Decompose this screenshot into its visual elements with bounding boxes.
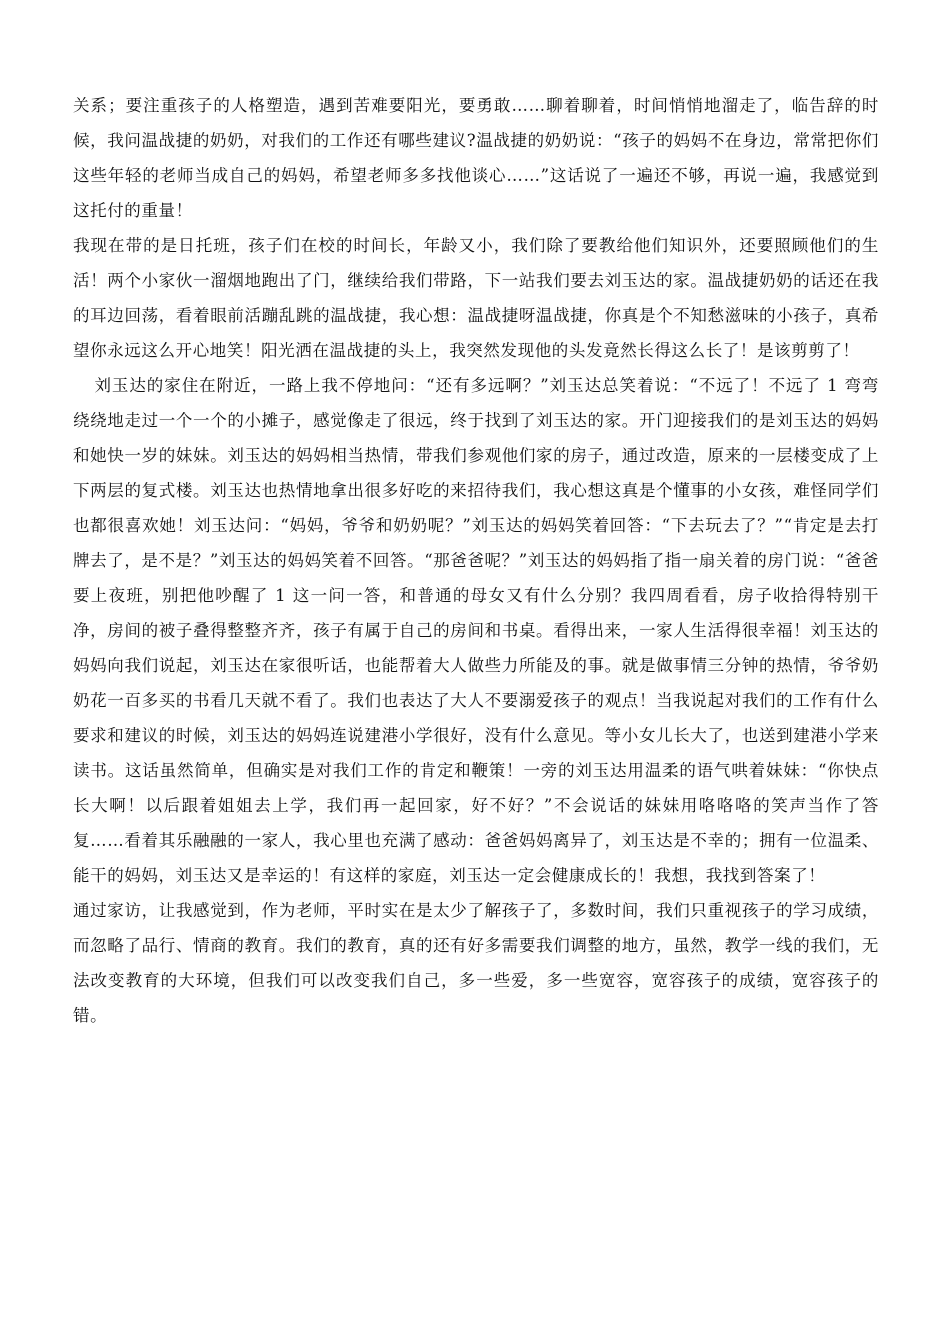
document-body: [73, 88, 879, 1033]
paragraph-2: 我现在带的是日托班，孩子们在校的时间长，年龄又小，我们除了要教给他们知识外，还要照顾他们的生活！两个小家伙一溜烟地跑出了门，继续给我们带路，下一站我们要去刘玉达的家。温战捷奶奶的话还在我的耳边回荡，看着眼前活蹦乱跳的温战捷，我心想：温战捷呀温战捷，你真是个不知愁滋味的小孩子，真希望你永远这么开心地笑！阳光洒在温战捷的头上，我突然发现他的头发竟然长得这么长了！是该剪剪了！: [73, 236, 879, 360]
paragraph-1: 关系；要注重孩子的人格塑造，遇到苦难要阳光，要勇敢……聊着聊着，时间悄悄地溜走了，临告辞的时候，我问温战捷的奶奶，对我们的工作还有哪些建议?温战捷的奶奶说：“孩子的妈妈不在身边，常常把你们这些年轻的老师当成自己的妈妈，希望老师多多找他谈心……”这话说了一遍还不够，再说一遍，我感觉到这托付的重量！: [73, 96, 879, 220]
paragraph-3: 刘玉达的家住在附近，一路上我不停地问：“还有多远啊？”刘玉达总笑着说：“不远了！不远了 1 弯弯绕绕地走过一个一个的小摊子，感觉像走了很远，终于找到了刘玉达的家。开门迎接我们的是刘玉达的妈妈和她快一岁的妹妹。刘玉达的妈妈相当热情，带我们参观他们家的房子，通过改造，原来的一层楼变成了上下两层的复式楼。刘玉达也热情地拿出很多好吃的来招待我们，我心想这真是个懂事的小女孩，难怪同学们也都很喜欢她！刘玉达问：“妈妈，爷爷和奶奶呢？”刘玉达的妈妈笑着回答：“下去玩去了？”“肯定是去打牌去了，是不是？”刘玉达的妈妈笑着不回答。“那爸爸呢？”刘玉达的妈妈指了指一扇关着的房门说：“爸爸要上夜班，别把他吵醒了 1 这一问一答，和普通的母女又有什么分别？我四周看看，房子收拾得特别干净，房间的被子叠得整整齐齐，孩子有属于自己的房间和书桌。看得出来，一家人生活得很幸福！刘玉达的妈妈向我们说起，刘玉达在家很听话，也能帮着大人做些力所能及的事。就是做事情三分钟的热情，爷爷奶奶花一百多买的书看几天就不看了。我们也表达了大人不要溺爱孩子的观点！当我说起对我们的工作有什么要求和建议的时候，刘玉达的妈妈连说建港小学很好，没有什么意见。等小女儿长大了，也送到建港小学来读书。这话虽然简单，但确实是对我们工作的肯定和鞭策！一旁的刘玉达用温柔的语气哄着妹妹：“你快点长大啊！以后跟着姐姐去上学，我们再一起回家，好不好？”不会说话的妹妹用咯咯咯的笑声当作了答复……看着其乐融融的一家人，我心里也充满了感动：爸爸妈妈离异了，刘玉达是不幸的；拥有一位温柔、能干的妈妈，刘玉达又是幸运的！有这样的家庭，刘玉达一定会健康成长的！我想，我找到答案了！: [73, 376, 880, 885]
paragraph-4: 通过家访，让我感觉到，作为老师，平时实在是太少了解孩子了，多数时间，我们只重视孩子的学习成绩，而忽略了品行、情商的教育。我们的教育，真的还有好多需要我们调整的地方，虽然，教学一线的我们，无法改变教育的大环境，但我们可以改变我们自己，多一些爱，多一些宽容，宽容孩子的成绩，宽容孩子的错。: [73, 901, 879, 1025]
